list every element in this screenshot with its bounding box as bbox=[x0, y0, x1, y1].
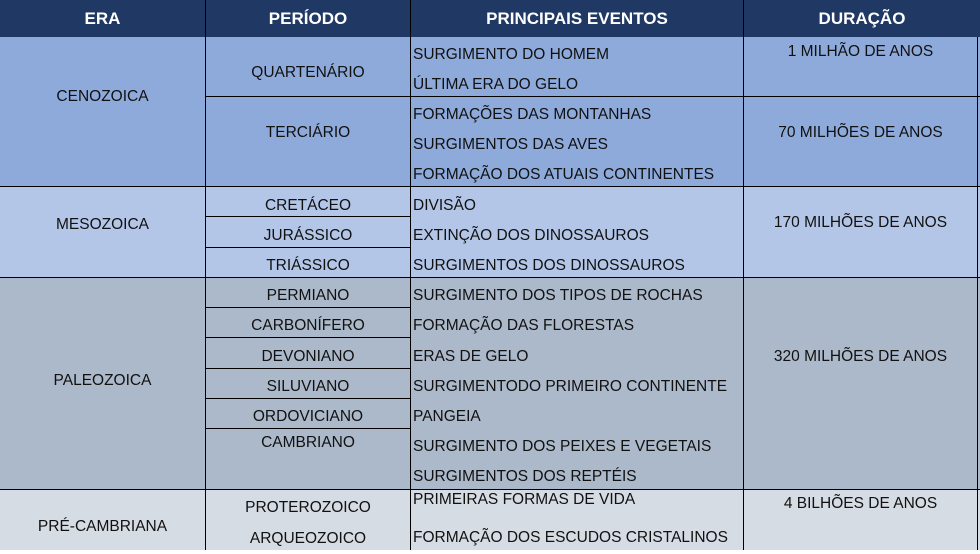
header-periodo: PERÍODO bbox=[206, 0, 411, 37]
period-quartenario: QUARTENÁRIO bbox=[251, 64, 365, 81]
duration-mesozoica: 170 MILHÕES DE ANOS bbox=[773, 214, 948, 231]
header-era: ERA bbox=[0, 0, 206, 37]
duration-paleozoica: 320 MILHÕES DE ANOS bbox=[773, 348, 948, 365]
period-cambriano: CAMBRIANO bbox=[261, 434, 355, 451]
vline-3 bbox=[743, 37, 744, 550]
era-cenozoica: CENOZOICA bbox=[56, 88, 149, 105]
event-surgimento-homem: SURGIMENTO DO HOMEM bbox=[413, 46, 610, 63]
duration-quartenario: 1 MILHÃO DE ANOS bbox=[787, 43, 934, 60]
event-formacao-continentes: FORMAÇÃO DOS ATUAIS CONTINENTES bbox=[413, 166, 715, 183]
duration-terciario: 70 MILHÕES DE ANOS bbox=[778, 124, 943, 141]
event-eras-gelo: ERAS DE GELO bbox=[413, 348, 529, 365]
event-peixes-vegetais: SURGIMENTO DOS PEIXES E VEGETAIS bbox=[413, 438, 712, 455]
period-proterozoico: PROTEROZOICO bbox=[245, 499, 371, 516]
period-jurassico: JURÁSSICO bbox=[263, 227, 353, 244]
vline-right bbox=[977, 37, 978, 550]
period-permiano: PERMIANO bbox=[266, 287, 350, 304]
event-repteis: SURGIMENTOS DOS REPTÉIS bbox=[413, 468, 637, 485]
header-duracao: DURAÇÃO bbox=[744, 0, 980, 37]
event-surgimentos-aves: SURGIMENTOS DAS AVES bbox=[413, 136, 608, 153]
period-cretaceo: CRETÁCEO bbox=[264, 197, 352, 214]
event-primeiro-continente: SURGIMENTODO PRIMEIRO CONTINENTE bbox=[413, 378, 728, 395]
event-extincao-dinossauros: EXTINÇÃO DOS DINOSSAUROS bbox=[413, 227, 649, 244]
event-formacao-florestas: FORMAÇÃO DAS FLORESTAS bbox=[413, 317, 635, 334]
event-surgimentos-dinossauros: SURGIMENTOS DOS DINOSSAUROS bbox=[413, 257, 685, 274]
period-siluviano: SILUVIANO bbox=[266, 378, 350, 395]
event-tipos-rochas: SURGIMENTO DOS TIPOS DE ROCHAS bbox=[413, 287, 703, 304]
period-carbonifero: CARBONÍFERO bbox=[251, 317, 365, 334]
era-mesozoica: MESOZOICA bbox=[55, 215, 149, 233]
era-paleozoica: PALEOZOICA bbox=[53, 371, 152, 389]
header-eventos: PRINCIPAIS EVENTOS bbox=[411, 0, 744, 37]
period-terciario: TERCIÁRIO bbox=[265, 124, 351, 141]
period-ordoviciano: ORDOVICIANO bbox=[252, 408, 364, 425]
event-escudos-cristalinos: FORMAÇÃO DOS ESCUDOS CRISTALINOS bbox=[413, 529, 728, 546]
event-primeiras-formas-vida: PRIMEIRAS FORMAS DE VIDA bbox=[413, 491, 636, 508]
hline-cenozoica-split bbox=[206, 96, 980, 97]
era-pre-cambriana: PRÉ-CAMBRIANA bbox=[37, 518, 168, 535]
duration-pre-cambriana: 4 BILHÕES DE ANOS bbox=[783, 495, 938, 512]
period-triassico: TRIÁSSICO bbox=[266, 257, 350, 274]
event-pangeia: PANGEIA bbox=[413, 408, 481, 425]
period-devoniano: DEVONIANO bbox=[261, 348, 355, 365]
vline-2 bbox=[410, 37, 411, 550]
event-ultima-era-gelo: ÚLTIMA ERA DO GELO bbox=[413, 76, 579, 93]
period-arqueozoico: ARQUEOZOICO bbox=[249, 530, 367, 547]
event-formacoes-montanhas: FORMAÇÕES DAS MONTANHAS bbox=[413, 106, 652, 123]
event-divisao: DIVISÃO bbox=[413, 197, 476, 214]
